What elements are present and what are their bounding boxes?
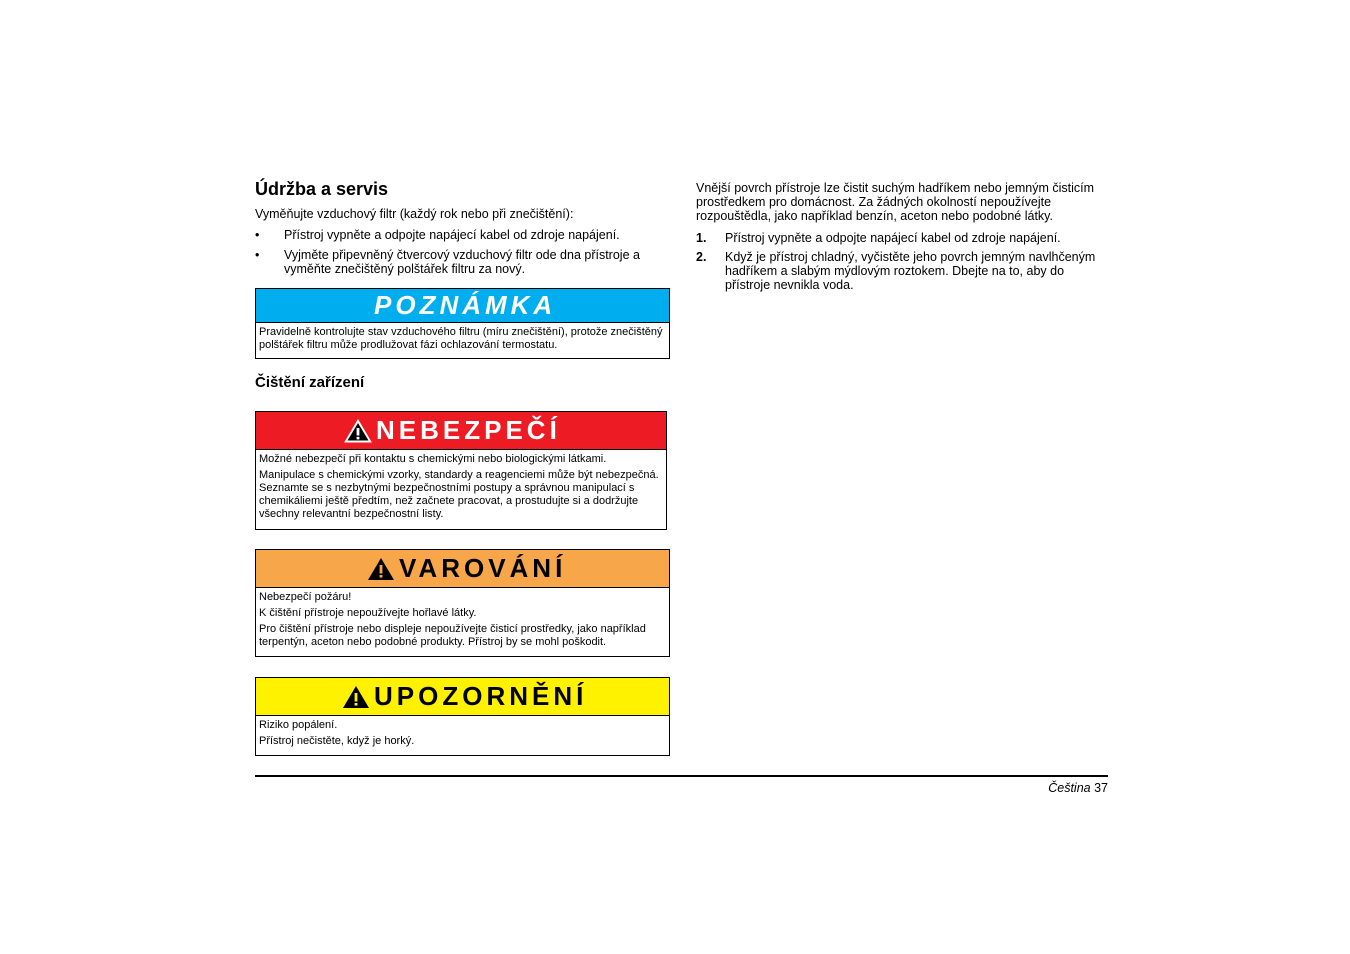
note-body [256, 323, 669, 356]
bullet-mark: • [255, 248, 260, 262]
danger-header [256, 412, 666, 450]
numbered-list [696, 231, 1108, 292]
list-item [696, 250, 1108, 292]
bullet-mark: • [255, 228, 260, 242]
danger-line: Manipulace s chemickými vzorky, standardy a reagenciemi může být nebezpečná. Seznamte se s nezbytnými bezpečnostními postupy a správnou manipulací s chemikáliemi ještě předtím, než začnete pracovat, a prostudujte si a dodržujte všechny relevantní bezpečnostní listy. [259, 469, 659, 520]
warning-header [256, 550, 669, 588]
warning-title: VAROVÁNÍ [399, 553, 567, 583]
subsection-heading: Čištění zařízení [255, 374, 365, 391]
page-number: 37 [1094, 781, 1108, 795]
warning-line: Nebezpečí požáru! [259, 591, 352, 603]
warning-triangle-icon [344, 419, 372, 443]
page-footer [1048, 781, 1108, 795]
step-text: Když je přístroj chladný, vyčistěte jeho povrch jemným navlhčeným hadříkem a slabým mýdlovým roztokem. Dbejte na to, aby do přístroje nevnikla voda. [725, 250, 1096, 292]
bullet-list [255, 228, 675, 276]
note-box [255, 288, 670, 359]
caution-header [256, 678, 669, 716]
danger-line: Možné nebezpečí při kontaktu s chemickými nebo biologickými látkami. [259, 453, 607, 465]
step-number: 1. [696, 231, 707, 245]
warning-line: K čištění přístroje nepoužívejte hořlavé látky. [259, 607, 477, 619]
note-text: Pravidelně kontrolujte stav vzduchového filtru (míru znečištění), protože znečištěný polštářek filtru může prodlužovat fázi ochlazování termostatu. [259, 326, 663, 351]
caution-line: Riziko popálení. [259, 719, 338, 731]
step-text: Přístroj vypněte a odpojte napájecí kabel od zdroje napájení. [725, 231, 1061, 245]
warning-body [256, 588, 669, 653]
list-item [696, 231, 1108, 245]
warning-box [255, 549, 670, 657]
step-number: 2. [696, 250, 707, 264]
cleaning-intro: Vnější povrch přístroje lze čistit suchým hadříkem nebo jemným čisticím prostředkem pro domácnost. Za žádných okolností nepoužívejte rozpouštědla, jako například benzín, aceton nebo podobné látky. [696, 181, 1095, 223]
list-item-text: Přístroj vypněte a odpojte napájecí kabel od zdroje napájení. [284, 228, 620, 242]
danger-title: NEBEZPEČÍ [376, 415, 561, 445]
note-title: POZNÁMKA [374, 290, 557, 320]
warning-triangle-icon [367, 557, 395, 581]
list-item-text: Vyjměte připevněný čtvercový vzduchový filtr ode dna přístroje a vyměňte znečištěný polštářek filtru za nový. [284, 248, 640, 276]
section-heading: Údržba a servis [255, 179, 389, 199]
warning-line: Pro čištění přístroje nebo displeje nepoužívejte čisticí prostředky, jako například terpentýn, aceton nebo podobné produkty. Přístroj by se mohl poškodit. [259, 623, 646, 648]
caution-line: Přístroj nečistěte, když je horký. [259, 735, 415, 747]
caution-box [255, 677, 670, 756]
warning-triangle-icon [342, 685, 370, 709]
list-item [255, 228, 675, 242]
caution-title: UPOZORNĚNÍ [374, 681, 588, 711]
caution-body [256, 716, 669, 752]
note-header [256, 289, 669, 323]
danger-box [255, 411, 667, 530]
footer-language: Čeština [1048, 781, 1091, 795]
danger-body [256, 450, 666, 525]
list-item [255, 248, 675, 276]
intro-text: Vyměňujte vzduchový filtr (každý rok nebo při znečištění): [255, 207, 574, 221]
footer-rule [255, 775, 1108, 777]
